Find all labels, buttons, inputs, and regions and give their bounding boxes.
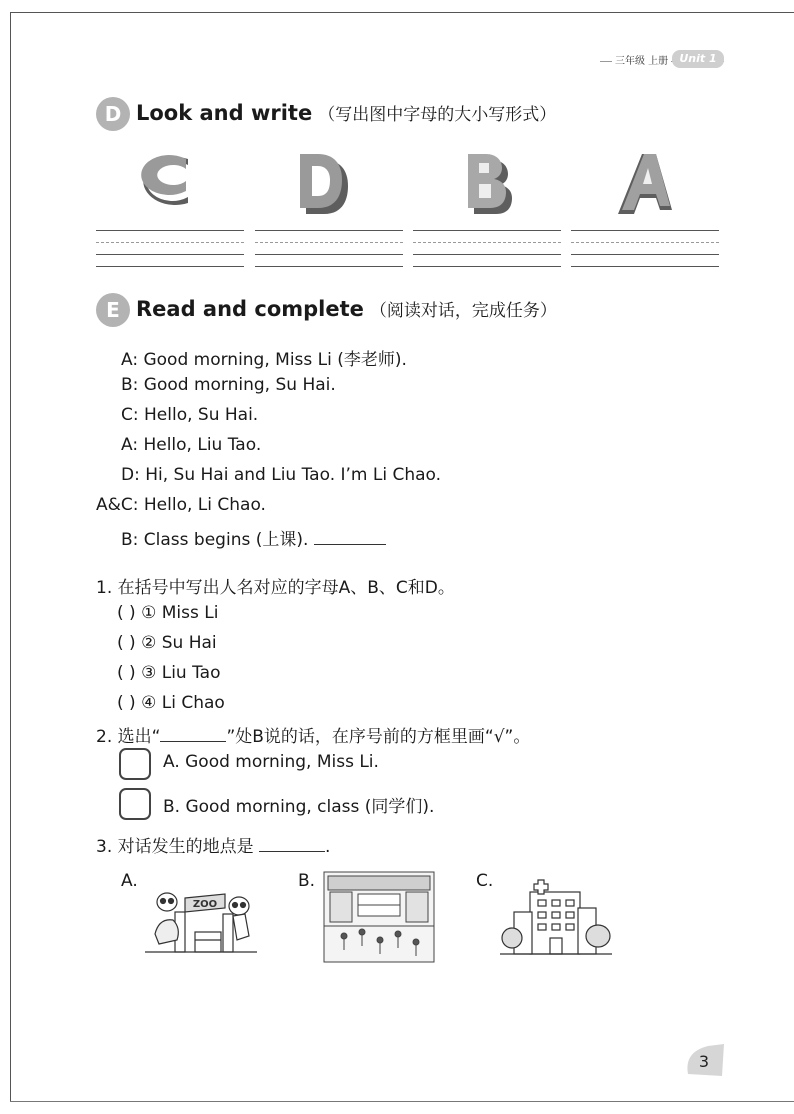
letter-d-shape [300,154,348,214]
writing-guide-line [571,266,719,267]
section-e-subtitle: （阅读对话，完成任务） [369,301,557,321]
writing-guide-line [571,254,719,255]
letter-c-image [130,145,220,215]
four-line-writing-grid[interactable] [413,230,561,270]
letter-c-shape [141,155,188,205]
letter-b-image [460,148,520,218]
grade-label: 三年级 上册 [612,52,671,67]
writing-guide-line [96,266,244,267]
dialogue-line: A&C: Hello, Li Chao. [96,495,266,515]
writing-guide-line [413,266,561,267]
writing-guide-line [96,254,244,255]
answer-paren[interactable]: ( ) [117,663,136,683]
writing-guide-line [255,254,403,255]
section-e-title [136,296,557,321]
four-line-writing-grid[interactable] [255,230,403,270]
q2-option-a: A. Good morning, Miss Li. [163,752,379,772]
writing-guide-line [96,230,244,231]
section-d-subtitle: （写出图中字母的大小写形式） [318,105,557,125]
dialogue-line: A: Hello, Liu Tao. [121,435,262,455]
section-d-title-text: Look and write [136,101,313,125]
q2-option-b: B. Good morning, class (同学们). [163,797,435,817]
dialogue-line: B: Class begins (上课). [121,525,386,550]
letter-b-shape [468,154,512,214]
unit-badge: Unit 1 [672,50,724,68]
writing-guide-line [413,230,561,231]
hospital-picture[interactable] [500,878,612,958]
q2-prompt: 2. 选出“ ”处B说的话，在序号前的方框里画“√”。 [96,727,531,747]
writing-guide-line [255,242,403,243]
answer-paren[interactable]: ( ) [117,603,136,623]
writing-guide-line [571,230,719,231]
q1-item: ( ) ① Miss Li [117,603,219,623]
q3-option-c-label: C. [476,871,494,891]
letter-a-image [612,150,676,220]
q2-blank [160,727,226,742]
school-picture[interactable] [322,870,436,964]
q3-option-b-label: B. [298,871,316,891]
writing-guide-line [413,242,561,243]
page-number: 3 [698,1052,710,1071]
zoo-sign-text: ZOO [192,899,218,910]
section-e-badge: E [96,293,130,327]
answer-paren[interactable]: ( ) [117,633,136,653]
section-d-title [136,100,556,125]
dialogue-line: B: Good morning, Su Hai. [121,375,336,395]
q1-prompt: 1. 在括号中写出人名对应的字母A、B、C和D。 [96,578,455,598]
q1-item: ( ) ③ Liu Tao [117,663,221,683]
option-b-checkbox[interactable] [119,788,151,820]
page-number-badge [682,1042,726,1080]
section-e-title-text: Read and complete [136,297,364,321]
letter-d-image [296,148,356,218]
page-frame-top [10,12,794,13]
q3-blank[interactable] [259,837,325,852]
page-frame-bottom [10,1101,794,1102]
option-a-checkbox[interactable] [119,748,151,780]
writing-guide-line [255,230,403,231]
dialogue-line: D: Hi, Su Hai and Liu Tao. I’m Li Chao. [121,465,442,485]
writing-guide-line [571,242,719,243]
zoo-picture[interactable] [145,884,257,954]
writing-guide-line [96,242,244,243]
answer-paren[interactable]: ( ) [117,693,136,713]
section-d-badge: D [96,97,130,131]
q1-item: ( ) ④ Li Chao [117,693,225,713]
writing-guide-line [255,266,403,267]
q1-item: ( ) ② Su Hai [117,633,217,653]
q3-option-a-label: A. [121,871,138,891]
dialogue-line: A: Good morning, Miss Li (李老师). [121,350,407,370]
letter-a-shape [618,154,672,214]
four-line-writing-grid[interactable] [96,230,244,270]
dialogue-line: C: Hello, Su Hai. [121,405,259,425]
q3-prompt: 3. 对话发生的地点是 . [96,837,331,857]
page-frame-left [10,12,11,1102]
writing-guide-line [413,254,561,255]
dialogue-blank[interactable] [314,528,386,545]
four-line-writing-grid[interactable] [571,230,719,270]
